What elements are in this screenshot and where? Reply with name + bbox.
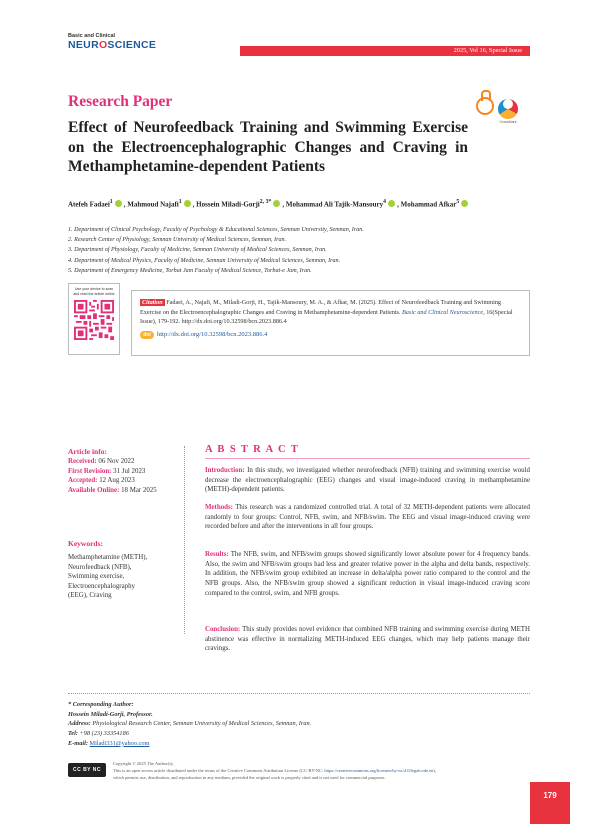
- keyword: Swimming exercise,: [68, 573, 125, 581]
- keywords-heading: Keywords:: [68, 539, 103, 548]
- issue-bar: [240, 46, 530, 56]
- article-info-heading: Article info:: [68, 447, 107, 456]
- info-value: 18 Mar 2025: [119, 486, 157, 494]
- doi-icon: doi: [140, 331, 154, 339]
- info-first-revision: [68, 467, 178, 477]
- corresponding-heading: * Corresponding Author:: [68, 701, 134, 708]
- abstract-text: This research was a randomized controlled trial. A total of 32 METH-dependent patients were allocated randomly to four groups: Control, NFB, swim, and NFB/swim. The EEG and visual image-induced craving were recorded before and after the interventions in all four groups.: [205, 504, 530, 531]
- email-link[interactable]: Miladi331@yahoo.com: [89, 739, 150, 747]
- author-name: Hossein Miladi-Gorji: [196, 200, 260, 209]
- article-title: Effect of Neurofeedback Training and Swimming Exercise on the Electroencephalographic Changes and Craving in Methamphetamine-dependent Patients: [68, 119, 468, 175]
- crossmark-icon[interactable]: [497, 94, 519, 124]
- logo-part-o: O: [98, 39, 108, 51]
- affiliation: 5. Department of Emergency Medicine, Torbat Jam Faculty of Medical Science, Torbat-e Jam, Iran.: [68, 267, 312, 274]
- corresponding-email: [68, 739, 418, 749]
- journal-logo: [68, 33, 156, 51]
- corresponding-tel: [68, 729, 418, 739]
- corr-label: E-mail:: [68, 739, 88, 747]
- crossmark-label: CrossMark: [499, 120, 517, 124]
- abstract-conclusion: [205, 625, 530, 654]
- license-part: This is an open access article distributed under the terms of the Creative Commons Attribution License (CC-BY-NC:: [113, 768, 325, 773]
- orcid-icon[interactable]: [273, 200, 280, 207]
- citation-part: Fadaei, A., Najafi, M., Miladi-Gorji, H., Tajik-Mansoury, M. A., & Afkar, M. (2025). Effect of Neurofeedback Training and Swimming Exercise on the Electroencephalographic Changes and Craving in Methamphetamine-dependent Patients.: [140, 299, 502, 316]
- corresponding-address: [68, 719, 418, 729]
- doi-row[interactable]: [140, 331, 267, 339]
- license-line: which permits use, distribution, and reproduction in any medium, provided the original work is properly cited and is not used for commercial purposes.: [113, 775, 386, 780]
- abstract-introduction: [205, 466, 530, 495]
- license-part: ),: [433, 768, 436, 773]
- doi-link[interactable]: http://dx.doi.org/10.32598/bcn.2023.886.4: [157, 331, 268, 338]
- orcid-icon[interactable]: [461, 200, 468, 207]
- affiliations: [68, 225, 364, 276]
- author-name: Atefeh Fadaei: [68, 200, 110, 209]
- info-label: Accepted:: [68, 477, 98, 485]
- license-line: Copyright © 2025 The Author(s);: [113, 761, 174, 766]
- author-sup: 1: [109, 199, 113, 205]
- qr-label-line: Use your device to scan: [74, 287, 114, 291]
- open-access-icon: [476, 97, 494, 115]
- footer-separator: [68, 693, 530, 694]
- corresponding-author: [68, 700, 418, 749]
- keyword: Electroencephalography: [68, 582, 135, 590]
- keywords: [68, 538, 178, 601]
- license-link[interactable]: https://creativecommons.org/licenses/by-nc/4.0/legalcode.en: [324, 768, 434, 773]
- affiliation: 2. Research Center of Physiology, Semnan University of Medical Sciences, Semnan, Iran.: [68, 237, 287, 244]
- license-line: [113, 767, 531, 774]
- corr-label: Tel:: [68, 730, 78, 738]
- abstract-label: Methods:: [205, 504, 233, 511]
- column-divider: [184, 446, 185, 634]
- qr-label: [69, 287, 119, 296]
- corr-value: +98 (23) 33354186: [77, 730, 129, 738]
- info-label: Received:: [68, 458, 97, 465]
- keyword: (EEG), Craving: [68, 592, 112, 600]
- keyword: Neurofeedback (NFB),: [68, 563, 132, 571]
- citation-text: [140, 298, 520, 327]
- abstract-text: The NFB, swim, and NFB/swim groups showed significantly lower absolute power for 4 frequency bands. Also, the swim and NFB/swim groups had less and greater relative power in the alpha and delta bands, respectively. In addition, the NFB/swim group exhibited an increase in delta/alpha power ratio compared to the control and the NFB groups. Also, the NFB/swim group showed a significant reduction in visual image-induced craving score compared to the control, swim, and NFB groups.: [205, 551, 530, 597]
- affiliation: 1. Department of Clinical Psychology, Faculty of Psychology & Educational Sciences, Semnan University, Semnan, Iran.: [68, 227, 364, 233]
- qr-label-line: and read the article online: [73, 291, 115, 296]
- abstract-results: [205, 550, 530, 599]
- info-accepted: [68, 476, 178, 486]
- info-label: Available Online:: [68, 486, 120, 494]
- info-received: [68, 457, 178, 467]
- logo-subtitle: Basic and Clinical: [68, 33, 116, 39]
- citation-journal: Basic and Clinical Neuroscience: [402, 308, 484, 316]
- orcid-icon[interactable]: [388, 200, 395, 207]
- author-list: Atefeh Fadaei$^1$ , Mahmoud Najafi$^1$ , Hossein Miladi-Gorji$^{2, 3*}$ , Mohammad Ali Tajik-Mansoury$^4$ , Mohammad Afkar$^5$: [68, 197, 470, 209]
- orcid-icon[interactable]: [115, 200, 122, 207]
- author-sup: 1: [178, 199, 182, 205]
- info-label: First Revision:: [68, 467, 112, 475]
- logo-part-a: NEUR: [68, 39, 99, 51]
- corr-label: Address:: [68, 720, 91, 728]
- abstract-heading: A B S T R A C T: [205, 444, 300, 455]
- author-name: Mahmoud Najafi: [127, 200, 179, 209]
- abstract-text: In this study, we investigated whether neurofeedback (NFB) training and swimming exercise would decrease the electroencephalographic (EEG) changes and visual image-induced craving in methamphetamine (METH)-dependent patients.: [205, 467, 530, 494]
- orcid-icon[interactable]: [184, 200, 191, 207]
- article-info: [68, 446, 178, 495]
- affiliation: 3. Department of Physiology, Faculty of Medicine, Semnan University of Medical Sciences, Semnan, Iran.: [68, 247, 327, 254]
- abstract-methods: [205, 503, 530, 532]
- abstract-label: Results:: [205, 551, 229, 558]
- author-name: Mohammad Afkar: [400, 200, 457, 209]
- qr-box[interactable]: [68, 283, 120, 355]
- info-value: 12 Aug 2023: [97, 477, 135, 485]
- abstract-text: This study provides novel evidence that combined NFB training and swimming exercise during METH abstinence was effective in normalizing METH-induced EEG changes, which may help patients manage their cravings.: [205, 626, 530, 653]
- info-value: 31 Jul 2023: [111, 467, 146, 475]
- abstract-label: Introduction:: [205, 467, 245, 474]
- page-number: 179: [530, 782, 570, 824]
- info-value: 06 Nov 2022: [96, 458, 135, 465]
- citation-part: , 16(Special Issue), 179-192. http://dx.doi.org/10.32598/bcn.2023.886.4: [140, 308, 513, 326]
- citation-box: [131, 290, 530, 356]
- info-available: [68, 486, 178, 496]
- citation-label: Citation: [142, 299, 163, 306]
- logo-title: [68, 39, 156, 51]
- author-name: Mohammad Ali Tajik-Mansoury: [285, 200, 384, 209]
- affiliation: 4. Department of Medical Physics, Faculty of Medicine, Semnan University of Medical Sciences, Semnan, Iran.: [68, 257, 341, 264]
- issue-text: 2025, Vol 16, Special Issue: [453, 47, 522, 54]
- crossmark-ring: [498, 99, 518, 119]
- corresponding-name: Hossein Miladi-Gorji, Professor.: [68, 710, 153, 718]
- cc-license-icon[interactable]: CC BY NC: [68, 763, 106, 777]
- abstract-rule: [205, 458, 530, 459]
- logo-part-b: SCIENCE: [107, 39, 157, 51]
- license-text: [113, 760, 531, 781]
- abstract-label: Conclusion:: [205, 626, 241, 633]
- qr-code-icon: [74, 300, 114, 340]
- author-sup: 2, 3*: [259, 199, 272, 205]
- article-type: Research Paper: [68, 93, 173, 110]
- keyword: Methamphetamine (METH),: [68, 554, 148, 561]
- author-sup: 5: [456, 199, 460, 205]
- corr-value: Physiological Research Center, Semnan University of Medical Sciences, Semnan, Iran.: [90, 720, 312, 728]
- author-sup: 4: [383, 199, 387, 205]
